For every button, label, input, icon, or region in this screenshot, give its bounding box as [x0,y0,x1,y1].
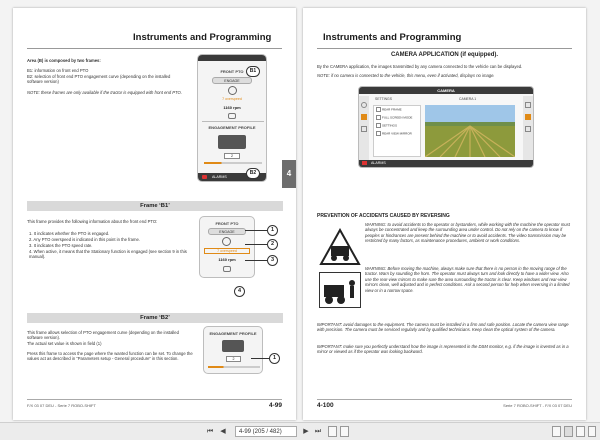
prev-page-button[interactable]: ◀ [220,428,226,435]
footer-rule [27,399,282,400]
timer-icon [361,102,367,108]
mock-header-bar [198,55,266,61]
menu-item-mirror[interactable]: REAR VIEW MIRROR [374,130,420,138]
right-section-title: Instruments and Programming [323,32,462,43]
viewer-toolbar [0,422,600,440]
mock-b-engage: ENGAGE [208,228,246,235]
frame-b1-item-1: 1. It indicates whether the PTO is engaged. [29,231,110,236]
settings-icon [361,126,367,132]
right-footer: Serie 7 ROBO-SHIFT - F/X 03 07 DEU [503,403,572,408]
warning-2: WARNING: Before moving the machine, always make sure that there is no person in the moving range of the tractor. Warn by sounding the horn. The operator must always turn and look directly to have a wider view. Also use the rear-view mirrors to make sure the area surrounding the tractor is clear. Keep windows and rear-view mirrors clean, well adjusted and in perfect conditions. Ask a second person for help when reversing in a limited view or in a narrow space. [365,266,570,293]
prevention-heading: PREVENTION OF ACCIDENTS CAUSED BY REVERSING [317,213,450,219]
pto-gear-icon [222,237,231,246]
frame-b1-item-2: 2. Any PTO overspeed is indicated in this point in the frame. [29,237,140,242]
camera-alarms-label: ALARMS [371,161,386,165]
reversing-warning-icon [319,228,361,268]
mock-c-engagement-profile: ENGAGEMENT PROFILE [209,331,257,336]
leader-line-3 [245,260,267,261]
important-2: IMPORTANT: make sure you perfectly understand how the image is represented in the DSM monitor, e.g. if the image is inverted as in a mirror or viewed as if the operator was looking backward. [317,344,569,355]
camera-settings-label: SETTINGS [375,97,392,101]
callout-1: 1 [267,225,278,236]
left-footer: F/X 03 07 DEU - Serie 7 ROBO-SHIFT [27,403,96,408]
frame-b1-band: Frame ‘B1’ [27,201,283,211]
camera-left-sidebar [359,96,369,160]
intro-heading: Area (B) is composed by two frames: [27,58,101,63]
camera-1-label: CAMERA 1 [459,97,477,101]
intro-b2: B2: selection of front end PTO engagement curve (depending on the installed software version) [27,74,171,85]
title-divider [27,48,282,49]
camera-image [425,105,515,157]
frame-b1-item-4: 4. When active, it means that the Stationary function is engaged (see section 9 in this manual). [29,249,187,260]
mock-b-overspeed: 7 overspeed [204,248,250,254]
left-section-title: Instruments and Programming [133,32,272,43]
mock-engagement-profile-label: ENGAGEMENT PROFILE [208,125,256,130]
tractor-icon [222,340,244,352]
footer-rule [317,399,572,400]
callout-c1: 1 [269,353,280,364]
callout-b2: B2 [246,168,260,179]
frame-b2-p2: The actual set value is shown in field (1) [27,341,102,346]
left-page [13,8,296,420]
menu-item-rear-frame[interactable]: REAR FRAME [374,106,420,114]
profile-slider [204,162,262,164]
continuous-view-icon[interactable] [588,426,596,437]
mock-b-front-pto: FRONT PTO [215,221,239,226]
page-number-input[interactable]: 4-99 (205 / 482) [235,426,297,437]
alarm-icon [202,175,207,179]
callout-4: 4 [234,286,245,297]
frame-b1-intro: This frame provides the following information about the front end PTO: [27,219,158,224]
leader-line-c1 [251,358,269,359]
warning-1: WARNING: to avoid accidents to the operator or bystanders, while working with the machine the operator must always be concentrated and keep the surrounding area under control. Do not rely on the camera to know if peoples or hindrances are present behind the machine or to avoid accidents. The video transmission may be restricted by many factors, as maintenance procedures, ambient or work conditions. [365,222,570,244]
mirror-icon [376,131,381,136]
rear-frame-icon [376,107,381,112]
camera-menu [373,105,421,157]
callout-3: 3 [267,255,278,266]
camera-right-sidebar [523,96,533,160]
mock-engage-pill: ENGAGE [212,77,252,84]
camera-screen-mock [358,86,534,168]
nav-icon [525,102,531,108]
frame-b2-p3: Press this frame to access the page where the wanted function can be set. To change the values act as described in “Parameters setup - General procedure” in this section. [27,351,193,362]
mock-alarms-bar: ALARMS [198,173,266,181]
right-page [303,8,586,420]
leader-line-1 [245,230,267,231]
intro-b1: B1: information on front end PTO [27,68,89,73]
person-behind-tractor-icon [319,272,361,308]
camera-header: CAMERA [359,87,533,94]
grid-icon [525,126,531,132]
mock-overspeed: 7 overspeed [222,97,242,101]
next-page-button[interactable]: ▶ [303,428,309,435]
mock-profile-value: 2 [224,153,240,159]
mock-b-rpm: 1160 rpm [218,257,236,262]
fullscreen-icon [376,115,381,120]
frame-b2-p1: This frame allows selection of PTO engagement curve (depending on the installed software version). [27,330,179,341]
camera-note: NOTE: if no camera is connected to the vehicle, this menu, even if activated, displays no image. [317,73,495,78]
leader-line-2 [245,244,267,245]
intro-note: NOTE: these frames are only available if the tractor is equipped with front end PTO. [27,90,182,95]
camera-intro: By the CAMERA application, the images transmitted by any camera connected to the vehicle can be displayed. [317,64,523,69]
two-page-view-icon[interactable] [564,426,573,437]
camera-footer [359,160,533,167]
mock-rpm: 1160 rpm [223,105,241,110]
first-page-button[interactable]: ⏮ [206,428,214,435]
frame-b1-item-3: 3. It indicates the PTO speed rate. [29,243,93,248]
right-page-number: 4-100 [317,402,334,409]
scroll-view-icon[interactable] [576,426,585,437]
mock-divider [202,121,264,122]
pto-gear-icon [228,86,237,95]
important-1: IMPORTANT: avoid damages to the equipment. The camera must be installed in a firm and safe position. Locate the camera view range with precision. The camera must be serviced regularly and by qualified technicians. Keep clean the optical system of the camera. [317,322,569,333]
callout-b1: B1 [246,66,260,77]
gear-icon [376,123,381,128]
stationary-icon [223,266,231,272]
camera-app-icon [361,114,367,120]
tractor-icon [218,135,246,149]
last-page-button[interactable]: ⏭ [314,428,322,435]
menu-item-full-screen[interactable]: FULL SCREEN MODE [374,114,420,122]
fit-page-icon[interactable] [328,426,337,437]
frame-b2-band: Frame ‘B2’ [27,313,283,323]
chapter-tab: 4 [282,160,296,188]
engagement-profile-mock [203,326,263,374]
active-icon [525,114,531,120]
menu-item-settings[interactable]: SETTINGS [374,122,420,130]
camera-heading: CAMERA APPLICATION (if equipped). [390,52,499,58]
left-page-number: 4-99 [268,402,282,409]
front-pto-detail-mock [199,216,255,278]
mock-c-value: 2 [226,356,241,362]
fit-width-icon[interactable] [340,426,349,437]
profile-slider [208,366,260,368]
title-divider [317,48,572,49]
mock-front-pto-label: FRONT PTO [220,69,244,74]
alarm-icon [362,161,367,165]
stationary-icon [228,113,236,119]
single-page-view-icon[interactable] [552,426,561,437]
callout-2: 2 [267,239,278,250]
